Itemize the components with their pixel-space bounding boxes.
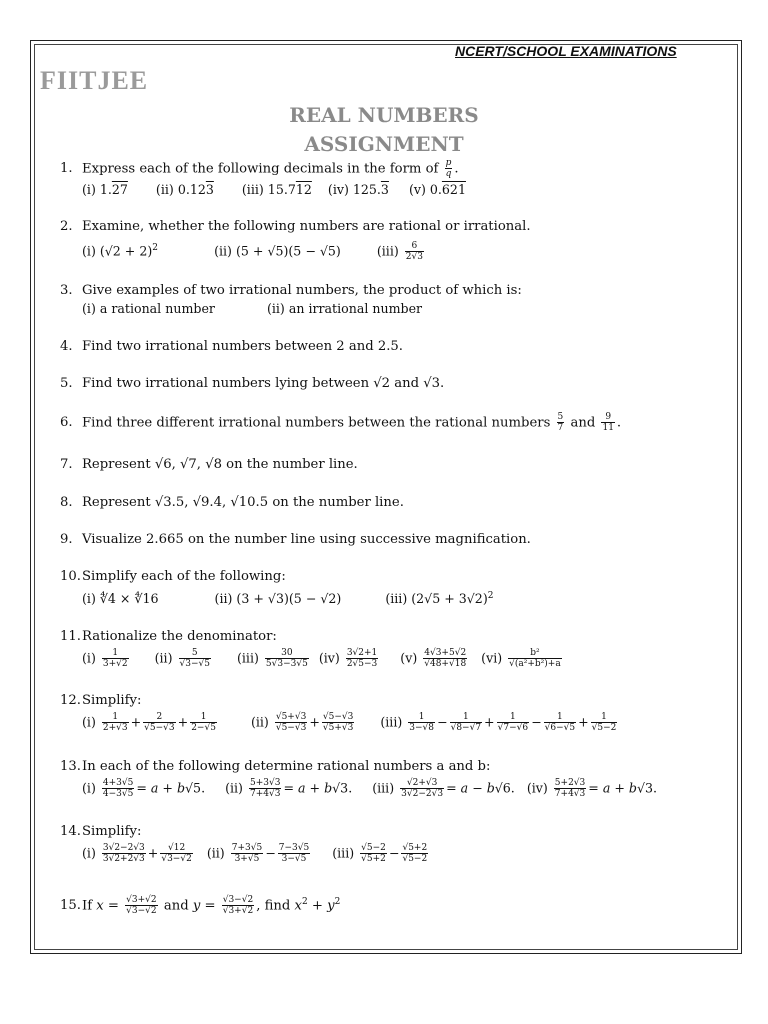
question-1: 1. Express each of the following decimals in the form of $\frac{p}{q}$ . [60, 158, 459, 180]
question-12-parts: (i) $\frac{1}{2+√3}$ + $\frac{2}{√5-√3}$ + $\frac{1}{2-√5}$ (ii) $\frac{√5+√3}{√5-√3}$ + $\frac{√5-√3}{√5+√3}$ (iii) $\frac{1}{3-√8}$ − $\frac{1}{√8-√7}$ + $\frac{1}{√7-√6}$ − $\frac{1}{√6-√5}$ + $\frac{1}{√5-2}$ [82, 712, 617, 734]
question-11: 11.Rationalize the denominator: [60, 629, 277, 644]
exam-label: NCERT/SCHOOL EXAMINATIONS [455, 43, 677, 59]
page-title: REAL NUMBERS [289, 103, 479, 127]
question-number: 1. [60, 161, 73, 177]
question-10: 10.Simplify each of the following: [60, 569, 286, 584]
question-6: 6. Find three different irrational numbers between the rational numbers $\frac{5}{7}$ and $\frac{9}{11}$ . [60, 412, 622, 434]
question-4: 4. Find two irrational numbers between 2 and 2.5. [60, 339, 403, 354]
fiitjee-logo: FIITJEE [40, 66, 149, 95]
question-14-parts: (i) $\frac{3√2-2√3}{3√2+2√3}$ + $\frac{√12}{√3-√2}$ (ii) $\frac{7+3√5}{3+√5}$ − $\frac{7-3√5}{3-√5}$ (iii) $\frac{√5-2}{√5+2}$ − $\frac{√5+2}{√5-2}$ [82, 843, 428, 865]
question-1-parts: (i) 1.27 (ii) 0.123 (iii) 15.712 (iv) 125.3 (v) 0.621 [82, 182, 466, 197]
question-11-parts: (i) $\frac{1}{3+√2}$ (ii) $\frac{5}{√3-√5}$ (iii) $\frac{30}{5√3-3√5}$ (iv) $\frac{3√2+1}{2√5-3}$ (v) $\frac{4√3+5√2}{√48+√18}$ (vi) $\frac{\text{b²}}{\text{√(a²+b²)+a}}$ [82, 648, 561, 670]
page-subtitle: ASSIGNMENT [304, 132, 464, 156]
question-3-parts: (i) a rational number (ii) an irrational number [82, 301, 423, 316]
question-9: 9. Visualize 2.665 on the number line using successive magnification. [60, 532, 531, 547]
question-15: 15.If x = $\frac{√3+√2}{√3-√2}$ and y = $\frac{√3-√2}{√3+√2}$ , find $x^2 + y^2$ [60, 895, 341, 917]
question-2: 2. Examine, whether the following numbers are rational or irrational. [60, 219, 531, 234]
question-10-parts: (i) ∜4 × ∜16 (ii) (3 + √3)(5 − √2) (iii) $(2√5 + 3√2)^2$ [82, 591, 494, 607]
question-3: 3. Give examples of two irrational numbers, the product of which is: [60, 283, 522, 298]
question-14: 14.Simplify: [60, 824, 142, 839]
question-12: 12.Simplify: [60, 693, 142, 708]
question-5: 5. Find two irrational numbers lying between √2 and √3. [60, 376, 445, 391]
question-13-parts: (i) $\frac{4+3√5}{4-3√5}$ = a + b√5. (ii) $\frac{5+3√3}{7+4√3}$ = a + b√3. (iii) $\frac{√2+√3}{3√2-2√3}$ = a − b√6. (iv) $\frac{5+2√3}{7+4√3}$ = a + b√3. [82, 778, 658, 800]
question-8: 8. Represent √3.5, √9.4, √10.5 on the number line. [60, 495, 404, 510]
question-7: 7. Represent √6, √7, √8 on the number line. [60, 457, 358, 472]
question-13: 13.In each of the following determine rational numbers a and b: [60, 759, 491, 774]
fraction: $\frac{p}{q}$ [445, 158, 452, 180]
question-2-parts: (i) $(√2 + 2)^2$ (ii) (5 + √5)(5 − √5) (iii) $\frac{6}{2√3}$ [82, 241, 423, 263]
